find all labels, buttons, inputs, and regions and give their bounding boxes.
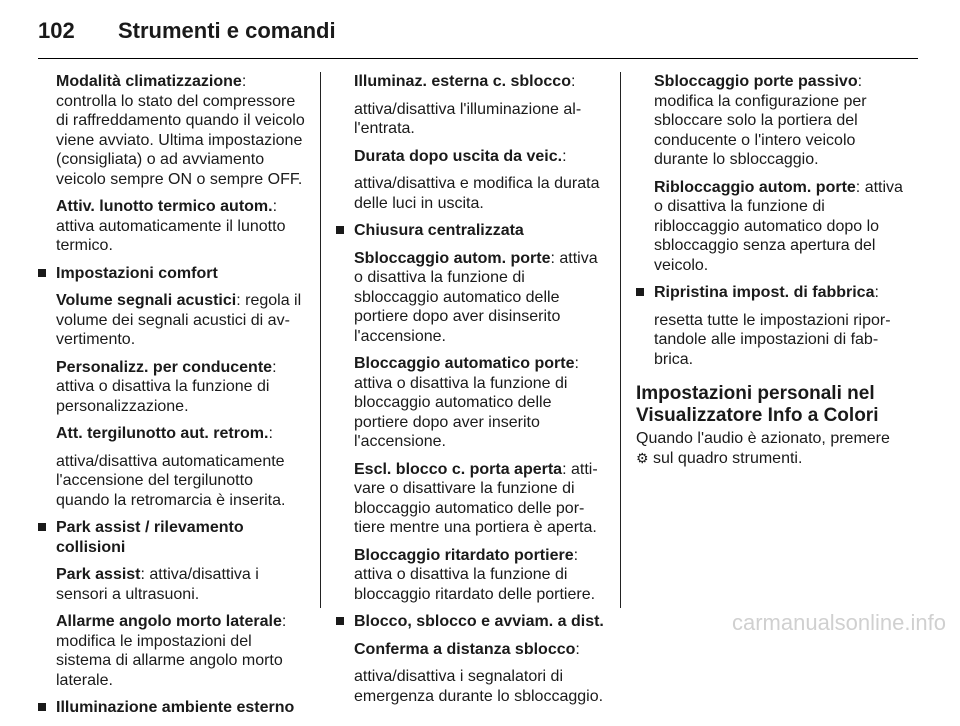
bullet-square-icon (336, 617, 344, 625)
column-divider (320, 72, 321, 608)
setting-paragraph: Allarme angolo morto laterale: modifica le impostazioni del sistema di allarme angolo morto laterale. (56, 613, 287, 689)
bullet-square-icon (38, 269, 46, 277)
setting-paragraph: Park assist: attiva/disattiva i sensori a ultrasuoni. (56, 566, 259, 603)
column-divider (620, 72, 621, 608)
bullet-square-icon (38, 523, 46, 531)
setting-paragraph: Att. tergilunotto aut. retrom.: (56, 425, 273, 442)
setting-paragraph: attiva/disattiva i segnalatori di emergenza durante lo sbloccaggio. (354, 668, 604, 705)
column-2 (336, 72, 604, 714)
setting-paragraph: Attiv. lunotto termico autom.: attiva automaticamente il lunotto termico. (56, 198, 286, 254)
bullet-heading: Chiusura centralizzata (336, 221, 604, 241)
column-1 (38, 72, 306, 726)
section-title: Strumenti e comandi (118, 18, 336, 43)
setting-paragraph: Bloccaggio ritardato portiere: attiva o disattiva la funzione di bloccaggio ritardato delle portiere. (354, 546, 596, 603)
setting-paragraph: Escl. blocco c. porta aperta: attivare o disattivare la funzione di bloccaggio automatico delle portiere mentre una portiera è aperta. (354, 460, 598, 536)
bullet-square-icon (636, 288, 644, 296)
page-number: 102 (38, 18, 75, 43)
bullet-heading: Illuminazione ambiente esterno (38, 698, 306, 718)
bullet-heading: Blocco, sblocco e avviam. a dist. (336, 612, 604, 632)
setting-paragraph: Durata dopo uscita da veic.: (354, 147, 567, 165)
setting-paragraph: Volume segnali acustici: regola il volume dei segnali acustici di avvertimento. (56, 292, 302, 348)
body-paragraph: Quando l'audio è azionato, premere ⚙ sul quadro strumenti. (636, 430, 890, 467)
setting-paragraph: Sbloccaggio autom. porte: attiva o disattiva la funzione di sbloccaggio automatico delle portiere dopo aver disinserito l'accensione. (354, 249, 598, 345)
setting-paragraph: attiva/disattiva l'illuminazione all'entrata. (354, 100, 582, 137)
column-3 (636, 72, 906, 468)
bullet-heading: Park assist / rilevamento collisioni (38, 518, 306, 557)
bullet-heading: Impostazioni comfort (38, 264, 306, 284)
setting-paragraph: Illuminaz. esterna c. sblocco: (354, 73, 576, 90)
subsection-heading: Impostazioni personali nel Visualizzatore Info a Colori (636, 383, 879, 426)
bullet-square-icon (38, 703, 46, 711)
setting-paragraph: Sbloccaggio porte passivo: modifica la configurazione per sbloccare solo la portiera del conducente o l'intero veicolo durante lo sbloccaggio. (654, 73, 867, 168)
setting-paragraph: Ribloccaggio autom. porte: attiva o disattiva la funzione di ribloccaggio automatico dopo lo sbloccaggio senza apertura del veicolo. (654, 178, 903, 274)
setting-paragraph: resetta tutte le impostazioni riportandole alle impostazioni di fabbrica. (654, 311, 891, 368)
setting-paragraph: Conferma a distanza sblocco: (354, 640, 580, 658)
page-header (38, 12, 918, 52)
bullet-heading: Ripristina impost. di fabbrica: (636, 283, 906, 303)
setting-paragraph: Modalità climatizzazione: controlla lo stato del compressore di raffreddamento quando il veicolo viene avviato. Ultima impostazione (consigliata) o ad avviamento veicolo sempre ON o sempre OFF. (56, 73, 305, 188)
gear-icon: ⚙ (636, 449, 649, 466)
setting-paragraph: Personalizz. per conducente: attiva o disattiva la funzione di personalizzazione. (56, 358, 277, 415)
setting-paragraph: attiva/disattiva automaticamente l'accensione del tergilunotto quando la retromarcia è inserita. (56, 452, 286, 509)
watermark: carmanualsonline.info (731, 610, 946, 635)
setting-paragraph: Bloccaggio automatico porte: attiva o disattiva la funzione di bloccaggio automatico delle portiere dopo aver inserito l'accensione. (354, 355, 579, 450)
setting-paragraph: attiva/disattiva e modifica la durata delle luci in uscita. (354, 175, 600, 212)
bullet-square-icon (336, 226, 344, 234)
header-divider (38, 58, 918, 59)
